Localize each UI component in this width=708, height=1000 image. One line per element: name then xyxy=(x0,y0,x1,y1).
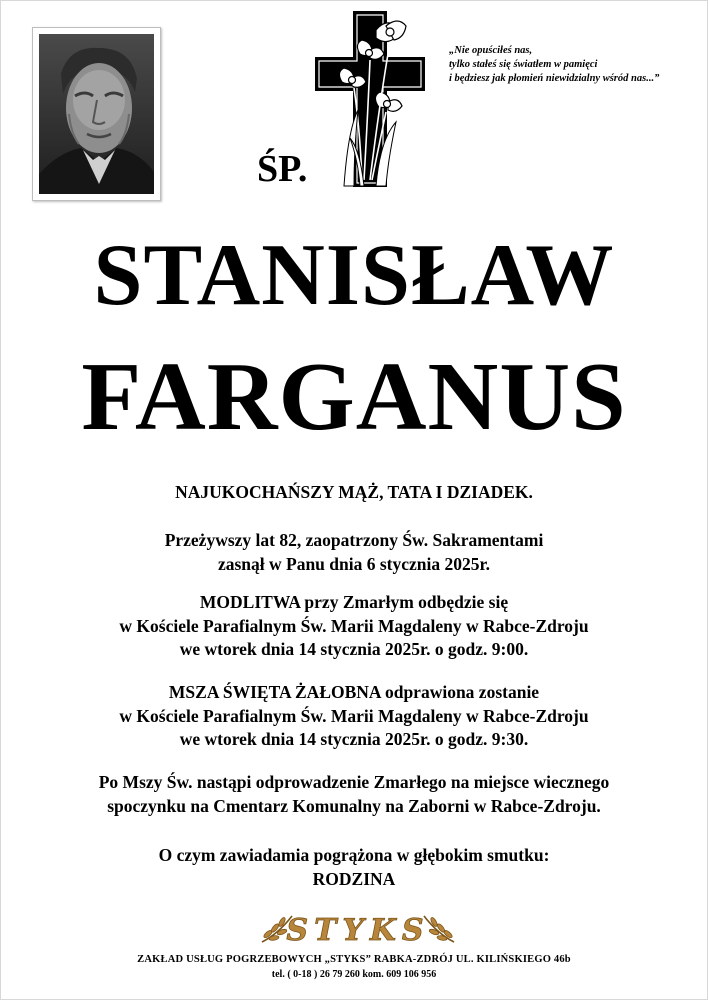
first-name: STANISŁAW xyxy=(93,227,615,324)
relation-line: NAJUKOCHAŃSZY MĄŻ, TATA I DZIADEK. xyxy=(175,482,533,502)
family-signature: RODZINA xyxy=(312,868,396,889)
burial-info xyxy=(0,771,708,818)
prayer-info-line: w Kościele Parafialnym Św. Marii Magdaleny w Rabce-Zdroju xyxy=(119,615,589,636)
death-info-line: Przeżywszy lat 82, zaopatrzony Św. Sakramentami xyxy=(164,530,544,550)
quote-line: „Nie opuściłeś nas, xyxy=(449,45,533,56)
mass-info-line: MSZA ŚWIĘTA ŻAŁOBNA odprawiona zostanie xyxy=(168,682,540,702)
styks-logo xyxy=(258,904,458,950)
closing-note-line: O czym zawiadamia pogrążona w głębokim smutku: xyxy=(158,845,550,865)
company-contact: tel. ( 0-18 ) 26 79 260 kom. 609 106 956 xyxy=(271,969,437,980)
memorial-quote xyxy=(449,44,704,86)
quote-line: i będziesz jak płomień niewidzialny wśród nas...” xyxy=(449,73,660,84)
burial-info-line: spoczynku na Cmentarz Komunalny na Zaborni w Rabce-Zdroju. xyxy=(107,795,601,816)
cross-with-lilies-icon xyxy=(314,10,426,188)
mass-info-line: we wtorek dnia 14 stycznia 2025r. o godz. 9:30. xyxy=(179,729,529,749)
death-info xyxy=(0,529,708,576)
last-name: FARGANUS xyxy=(81,343,627,451)
closing-note xyxy=(0,844,708,891)
prayer-info xyxy=(0,591,708,662)
title-prefix: ŚP. xyxy=(257,148,308,190)
logo-wordmark: STYKS xyxy=(286,913,430,948)
death-info-line: zasnął w Panu dnia 6 stycznia 2025r. xyxy=(217,553,491,574)
portrait-photo xyxy=(32,27,161,201)
burial-info-line: Po Mszy Św. nastąpi odprowadzenie Zmarłego na miejsce wiecznego xyxy=(98,772,610,792)
mass-info xyxy=(0,681,708,752)
mass-info-line: w Kościele Parafialnym Św. Marii Magdaleny w Rabce-Zdroju xyxy=(119,705,589,726)
quote-line: tylko stałeś się światłem w pamięci xyxy=(449,59,598,70)
prayer-info-line: we wtorek dnia 14 stycznia 2025r. o godz. 9:00. xyxy=(179,639,529,659)
prayer-info-line: MODLITWA przy Zmarłym odbędzie się xyxy=(199,592,509,612)
company-name: ZAKŁAD USŁUG POGRZEBOWYCH „STYKS” RABKA-ZDRÓJ UL. KILIŃSKIEGO 46b xyxy=(137,954,571,965)
